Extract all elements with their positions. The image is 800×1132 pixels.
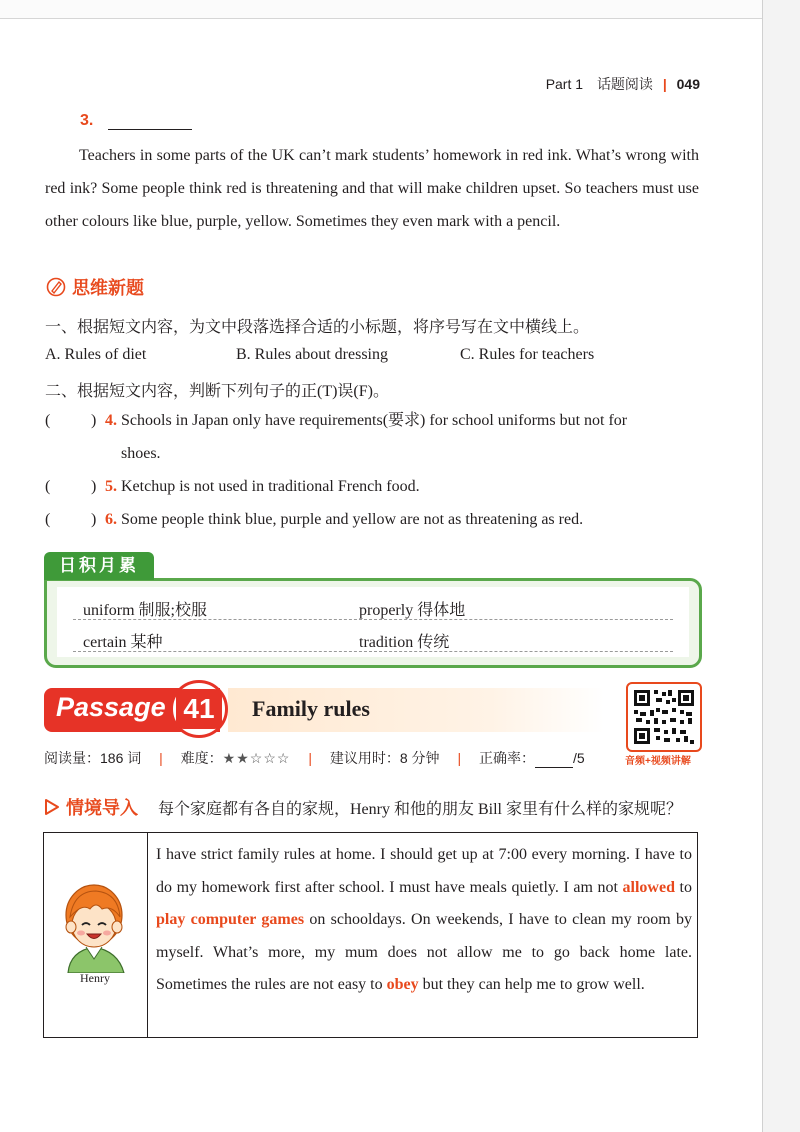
intro-label: 情境导入 xyxy=(66,798,138,818)
page-edge-right xyxy=(762,0,800,1132)
qr-code-icon[interactable] xyxy=(626,682,702,752)
vocab-item: properly 得体地 xyxy=(359,602,466,619)
option-a: A. Rules of diet xyxy=(45,346,147,363)
tf-number: 5. xyxy=(105,478,117,495)
question-3-number: 3. xyxy=(80,112,94,129)
story-text xyxy=(156,839,692,1002)
passage-paragraph xyxy=(45,139,699,238)
suggested-time: 建议用时：8 分钟 xyxy=(329,750,440,766)
tf-item-4 xyxy=(45,404,701,470)
passage-label: Passage xyxy=(56,692,166,722)
vocab-row xyxy=(73,623,673,652)
answer-paren-open[interactable]: ( xyxy=(45,412,51,429)
paragraph-text: Teachers in some parts of the UK can’t mark students’ homework in red ink. What’s wrong with red ink? Some people think red is threatening and that will make children upset. So teachers must use other colours like blue, purple, yellow. Sometimes they even mark with a pencil. xyxy=(45,147,699,230)
story-box xyxy=(43,832,698,1038)
tf-text: Schools in Japan only have requirements(要求) for school uniforms but not for xyxy=(121,412,628,429)
tf-item-6 xyxy=(45,503,701,536)
question-3-blank[interactable] xyxy=(108,115,192,130)
tf-number: 4. xyxy=(105,412,117,429)
accuracy-label: 正确率： xyxy=(478,750,535,766)
answer-paren-close: ) xyxy=(91,511,97,528)
tf-text-cont: shoes. xyxy=(121,445,161,462)
passage-meta xyxy=(44,748,585,768)
thinking-title: 思维新题 xyxy=(72,278,144,298)
thinking-section-title xyxy=(46,274,144,300)
meta-separator: | xyxy=(457,750,462,766)
difficulty-label: 难度： xyxy=(180,750,223,766)
page-edge-top xyxy=(0,0,762,19)
accuracy-blank[interactable] xyxy=(535,755,573,768)
story-segment: to xyxy=(674,878,692,896)
story-segment: on schooldays. On weekends, I have to clean my room by myself. What’s more, my mum does not allow me to go back home late. Sometimes the rules are not easy to xyxy=(156,911,693,993)
vocab-row xyxy=(73,591,673,620)
passage-number: 41 xyxy=(176,689,222,729)
answer-paren-close: ) xyxy=(91,412,97,429)
answer-paren-open[interactable]: ( xyxy=(45,478,51,495)
meta-separator: | xyxy=(308,750,312,766)
tf-text: Ketchup is not used in traditional French food. xyxy=(121,478,420,495)
qr-caption: 音频+视频讲解 xyxy=(625,756,691,767)
option-b: B. Rules about dressing xyxy=(236,346,388,363)
page-header xyxy=(546,74,700,94)
tf-text: Some people think blue, purple and yellow are not as threatening as red. xyxy=(121,511,584,528)
meta-separator: | xyxy=(159,750,163,766)
vocab-inner xyxy=(57,587,689,657)
boy-avatar-icon xyxy=(44,833,147,973)
passage-title: Family rules xyxy=(252,696,370,721)
task-2-instruction: 二、根据短文内容，判断下列句子的正(T)误(F)。 xyxy=(45,383,389,400)
header-separator: | xyxy=(662,76,667,92)
highlight-phrase: play computer games xyxy=(156,911,305,928)
question-3 xyxy=(80,112,192,130)
accuracy-total: /5 xyxy=(572,750,585,766)
vocab-title: 日积月累 xyxy=(44,552,154,580)
tf-item-5 xyxy=(45,470,701,503)
vocab-item: certain 某种 xyxy=(83,634,163,651)
story-segment: but they can help me to grow well. xyxy=(418,976,645,993)
option-c: C. Rules for teachers xyxy=(460,346,595,363)
character-panel xyxy=(44,833,148,1037)
difficulty-stars: ★★☆☆☆ xyxy=(222,750,291,766)
header-section: 话题阅读 xyxy=(596,76,653,92)
answer-paren-open[interactable]: ( xyxy=(45,511,51,528)
vocab-item: tradition 传统 xyxy=(359,634,450,651)
highlight-word: obey xyxy=(386,976,419,993)
intro-text: 每个家庭都有各自的家规，Henry 和他的朋友 Bill 家里有什么样的家规呢？ xyxy=(158,800,682,818)
vocab-item: uniform 制服;校服 xyxy=(83,602,207,619)
character-name: Henry xyxy=(80,971,110,985)
highlight-word: allowed xyxy=(622,878,675,896)
story-segment: I have strict family rules at home. I should get up at 7:00 every morning. I have to do my homework first after school. I must have meals quietly. I am not xyxy=(156,846,692,896)
scenario-intro xyxy=(44,794,682,820)
answer-paren-close: ) xyxy=(91,478,97,495)
pencil-circle-icon xyxy=(46,277,66,297)
vocab-box xyxy=(44,578,702,668)
page-number: 049 xyxy=(676,76,700,92)
tf-number: 6. xyxy=(105,511,117,528)
word-count: 阅读量：186 词 xyxy=(44,750,142,766)
header-part: Part 1 xyxy=(545,76,584,92)
play-triangle-icon xyxy=(44,798,60,816)
task-1-instruction: 一、根据短文内容，为文中段落选择合适的小标题，将序号写在文中横线上。 xyxy=(45,319,590,336)
